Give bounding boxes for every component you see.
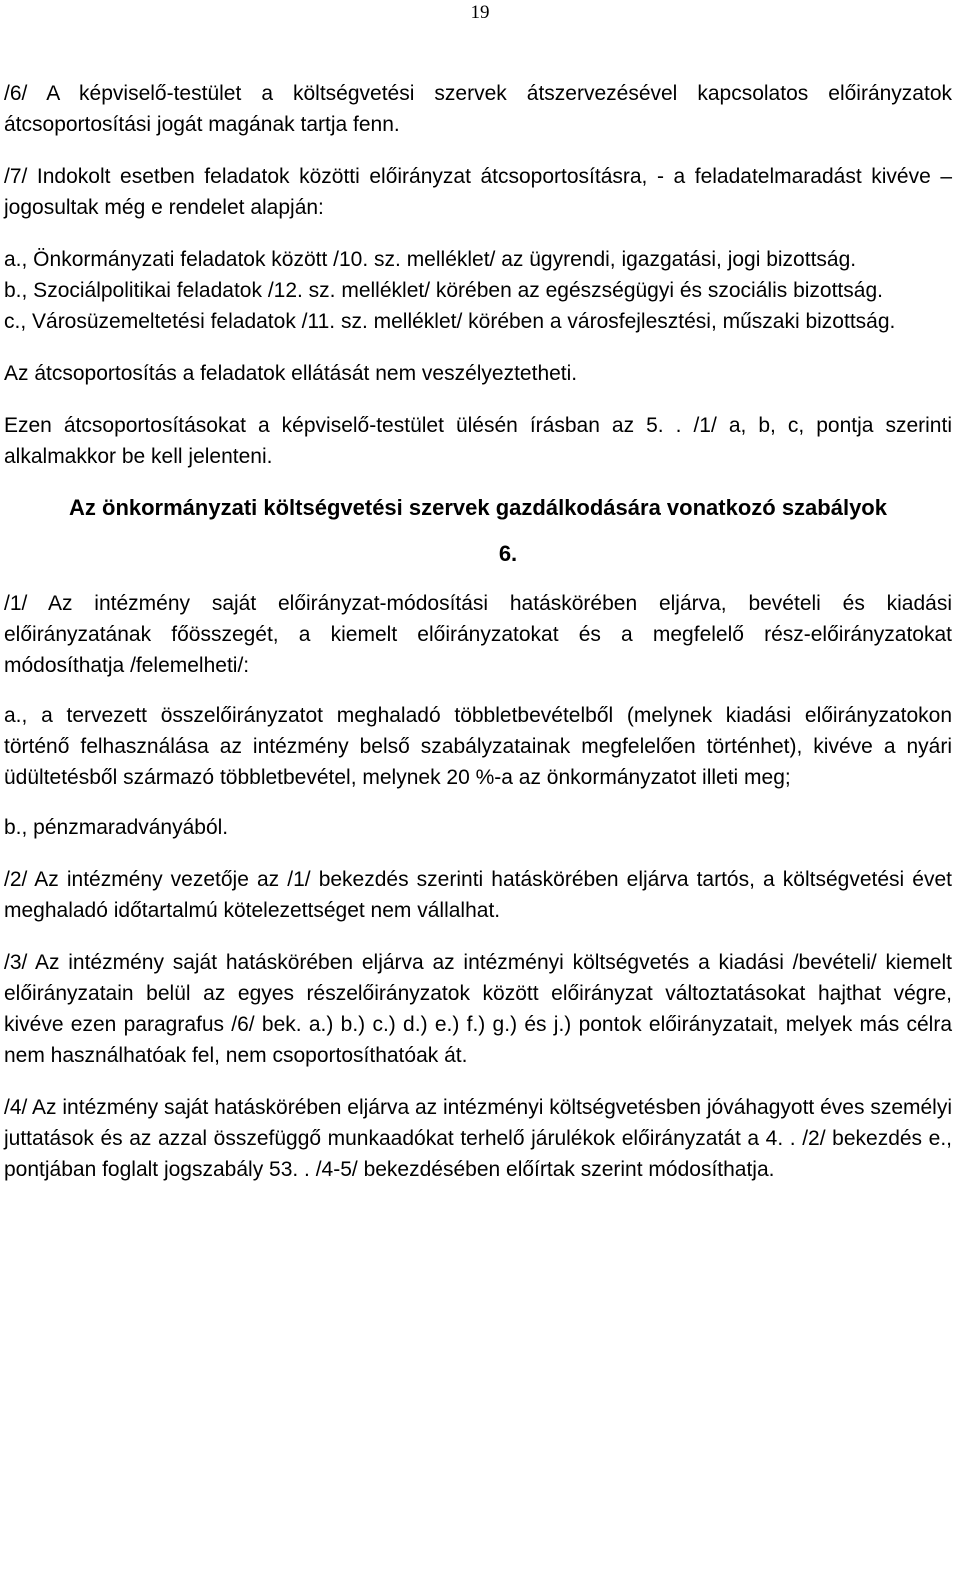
section-heading: Az önkormányzati költségvetési szervek gazdálkodására vonatkozó szabályok (69, 495, 887, 520)
section-number: 6. (498, 541, 518, 566)
list-item-a: a., Önkormányzati feladatok között /10. sz. melléklet/ az ügyrendi, igazgatási, jogi bizottság. (4, 248, 857, 271)
list-item-c: c., Városüzemeltetési feladatok /11. sz. melléklet/ körében a városfejlesztési, műszaki bizottság. (4, 310, 896, 333)
document-body (4, 78, 952, 1185)
paragraph-3: /3/ Az intézmény saját hatáskörében eljárva az intézményi költségvetés a kiadási /bevételi/ kiemelt előirányzatain belül az egyes részelőirányzatok között előirányzat változtatásokat hajthat végre, kivéve ezen paragrafus /6/ bek. a.) b.) c.) d.) e.) f.) g.) és j.) pontok előirányzatait, melyek más célra nem használhatóak fel, nem csoportosíthatóak át. (4, 951, 952, 1067)
paragraph-4: /4/ Az intézmény saját hatáskörében eljárva az intézményi költségvetésben jóváhagyott éves személyi juttatások és az azzal összefüggő munkaadókat terhelő járulékok előirányzatát a 4. . /2/ bekezdés e., pontjában foglalt jogszabály 53. . /4-5/ bekezdésében előírtak szerint módosíthatja. (4, 1096, 952, 1181)
list-item-1b: b., pénzmaradványából. (4, 816, 229, 839)
paragraph-report: Ezen átcsoportosításokat a képviselő-testület ülésén írásban az 5. . /1/ a, b, c, pontja szerinti alkalmakkor be kell jelenteni. (4, 414, 952, 468)
list-item-1a: a., a tervezett összelőirányzatot meghaladó többletbevételből (melynek kiadási előirányzatokon történő felhasználása az intézmény belső szabályzatainak megfelelően történhet), kivéve a nyári üdültetésből származó többletbevétel, melynek 20 %-a az önkormányzatot illeti meg; (4, 704, 952, 789)
list-item-b: b., Szociálpolitikai feladatok /12. sz. melléklet/ körében az egészségügyi és szociális bizottság. (4, 279, 883, 302)
paragraph-6: /6/ A képviselő-testület a költségvetési szervek átszervezésével kapcsolatos előirányzatok átcsoportosítási jogát magának tartja fenn. (4, 82, 952, 136)
page-number: 19 (470, 2, 490, 23)
paragraph-2: /2/ Az intézmény vezetője az /1/ bekezdés szerinti hatáskörében eljárva tartós, a költségvetési évet meghaladó időtartalmú kötelezettséget nem vállalhat. (4, 868, 952, 922)
paragraph-1: /1/ Az intézmény saját előirányzat-módosítási hatáskörében eljárva, bevételi és kiadási előirányzatának főösszegét, a kiemelt előirányzatokat és a megfelelő rész-előirányzatokat módosíthatja /felemelheti/: (4, 592, 952, 677)
paragraph-no-risk: Az átcsoportosítás a feladatok ellátását nem veszélyeztetheti. (4, 362, 578, 385)
paragraph-7: /7/ Indokolt esetben feladatok közötti előirányzat átcsoportosításra, - a feladatelmaradást kivéve – jogosultak még e rendelet alapján: (4, 165, 952, 219)
